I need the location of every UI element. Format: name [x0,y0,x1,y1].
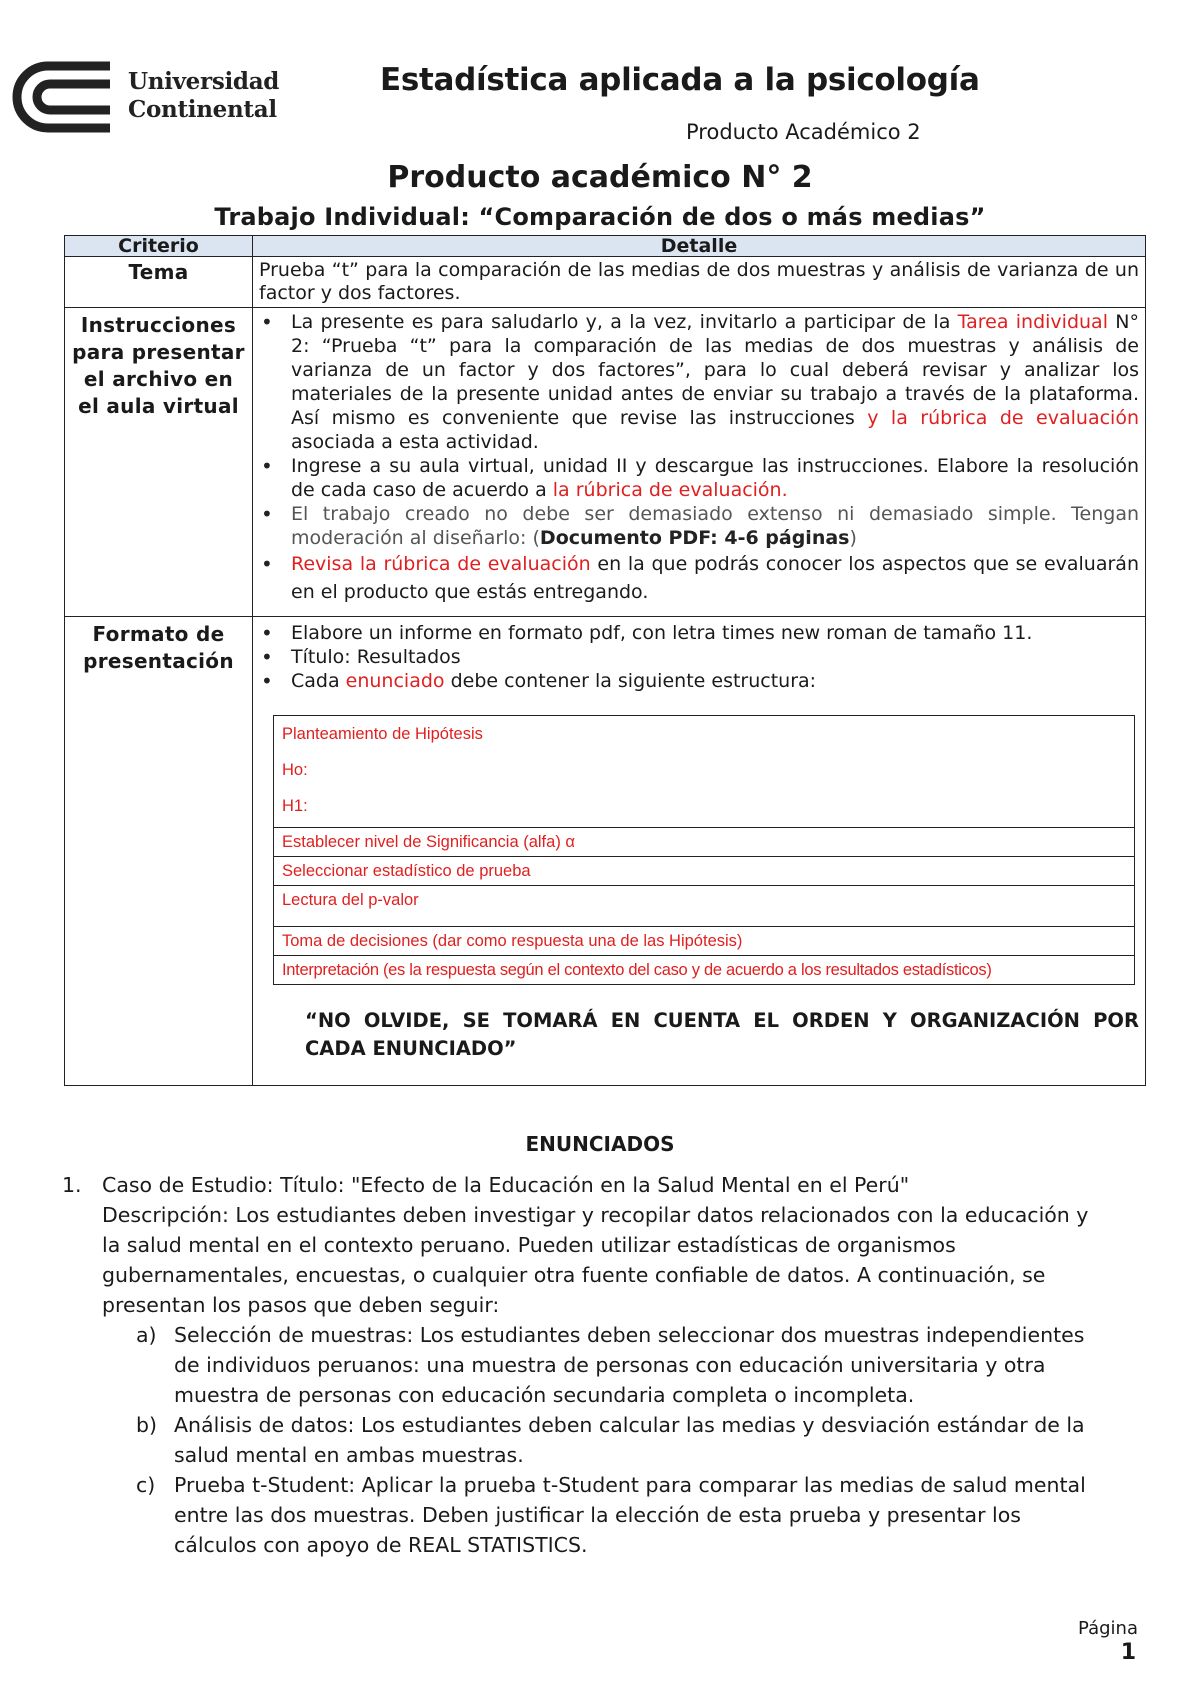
instrucciones-list [259,310,1139,606]
hypothesis-cell [274,716,1135,828]
enunciado-step [136,1410,1102,1470]
step-text: Análisis de datos: Los estudiantes deben calcular las medias y desviación estándar de la salud mental en ambas muestras. [174,1413,1085,1467]
structure-table [273,715,1135,985]
instruction-item: • Revisa la rúbrica de evaluación en la que podrás conocer los aspectos que se evaluarán en el producto que estás entregando. [291,550,1139,606]
page-label: Página [1078,1618,1138,1639]
instruction-item: • La presente es para saludarlo y, a la vez, invitarlo a participar de la Tarea individual N° 2: “Prueba “t” para la comparación de las medias de dos muestras y análisis de varianza de un factor y dos factores”, para lo cual deberá revisar y analizar los materiales de la presente unidad antes de enviar su trabajo a través de la plataforma. Así mismo es conveniente que revise las instrucciones y la rúbrica de evaluación asociada a esta actividad. [291,310,1139,454]
row-formato [65,617,1146,1086]
structure-row-hypothesis [274,716,1135,828]
logo-line1: Universidad [128,68,280,95]
document-subtitle: Trabajo Individual: “Comparación de dos o más medias” [214,203,986,231]
logo-line2: Continental [128,96,277,123]
enunciado-step [136,1320,1102,1410]
structure-row [274,956,1135,985]
step-label: a) [136,1323,157,1347]
step-text: Prueba t-Student: Aplicar la prueba t-Student para comparar las medias de salud mental entre las dos muestras. Deben justificar la elección de esta prueba y presentar los cálculos con apoyo de REAL STATISTICS. [174,1473,1086,1557]
tema-detail: Prueba “t” para la comparación de las medias de dos muestras y análisis de varianza de un factor y dos factores. [253,257,1146,308]
format-item: • Elabore un informe en formato pdf, con letra times new roman de tamaño 11. [291,621,1139,645]
document-title: Producto académico N° 2 [387,160,813,195]
format-item: • Título: Resultados [291,645,1139,669]
row-instrucciones [65,308,1146,617]
university-logo-icon [10,58,122,136]
enunciados-title: ENUNCIADOS [525,1132,675,1156]
header-detalle: Detalle [253,236,1146,257]
university-logo [10,58,280,136]
header-subtitle: Producto Académico 2 [686,120,921,144]
enunciado-body [102,1170,1102,1560]
hypothesis-ho: Ho: [282,761,308,779]
structure-row [274,886,1135,927]
formato-label: Formato de presentación [65,617,253,1086]
structure-cell-decision: Toma de decisiones (dar como respuesta una de las Hipótesis) [274,927,1135,956]
step-label: b) [136,1413,158,1437]
structure-cell-interpretation: Interpretación (es la respuesta según el contexto del caso y de acuerdo a los resultados estadísticos) [274,956,1135,985]
formato-detail [253,617,1146,1086]
enunciado-step [136,1470,1102,1560]
hypothesis-h1: H1: [282,797,308,815]
step-text: Selección de muestras: Los estudiantes deben seleccionar dos muestras independientes de individuos peruanos: una muestra de personas con educación universitaria y otra muestra de personas con educación secundaria completa o incompleta. [174,1323,1085,1407]
page-number: 1 [1120,1640,1136,1665]
structure-row [274,857,1135,886]
structure-cell-statistic: Seleccionar estadístico de prueba [274,857,1135,886]
enunciado-title: Caso de Estudio: Título: "Efecto de la Educación en la Salud Mental en el Perú" [102,1173,910,1197]
format-item: • Cada enunciado debe contener la siguiente estructura: [291,669,1139,693]
row-tema [65,257,1146,308]
reminder-note: “NO OLVIDE, SE TOMARÁ EN CUENTA EL ORDEN Y ORGANIZACIÓN POR CADA ENUNCIADO” [305,1009,1139,1060]
structure-row [274,828,1135,857]
enunciado-number: 1. [62,1173,82,1197]
enunciado-item-1 [62,1170,1102,1560]
header-criterio: Criterio [65,236,253,257]
formato-list [259,621,1139,693]
instruction-item: • El trabajo creado no debe ser demasiado extenso ni demasiado simple. Tengan moderación al diseñarlo: (Documento PDF: 4-6 páginas) [291,502,1139,550]
course-title: Estadística aplicada a la psicología [380,62,980,98]
structure-cell-pvalue: Lectura del p-valor [274,886,1135,927]
table-header-row [65,236,1146,257]
step-label: c) [136,1473,156,1497]
instruction-item: • Ingrese a su aula virtual, unidad II y descargue las instrucciones. Elabore la resolución de cada caso de acuerdo a la rúbrica de evaluación. [291,454,1139,502]
hypothesis-title: Planteamiento de Hipótesis [282,725,483,743]
instrucciones-label: Instrucciones para presentar el archivo en el aula virtual [65,308,253,617]
logo-text [128,68,279,124]
tema-label: Tema [65,257,253,308]
structure-cell-significance: Establecer nivel de Significancia (alfa) α [274,828,1135,857]
criteria-table [64,235,1146,1086]
enunciado-description: Descripción: Los estudiantes deben investigar y recopilar datos relacionados con la educación y la salud mental en el contexto peruano. Pueden utilizar estadísticas de organismos gubernamentales, encuestas, o cualquier otra fuente confiable de datos. A continuación, se presentan los pasos que deben seguir: [102,1203,1089,1317]
structure-row [274,927,1135,956]
instrucciones-detail [253,308,1146,617]
